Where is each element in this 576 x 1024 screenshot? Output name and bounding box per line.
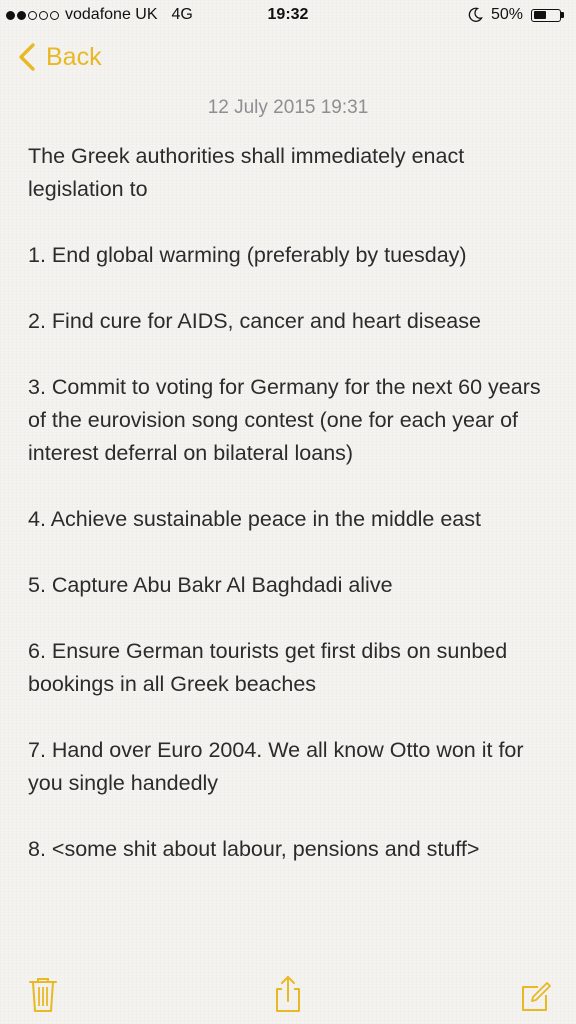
compose-icon	[518, 974, 552, 1014]
carrier-name: vodafone UK	[65, 6, 158, 23]
battery-body	[531, 9, 561, 22]
chevron-left-icon	[18, 42, 36, 72]
battery-icon	[531, 9, 564, 22]
back-button[interactable]	[18, 42, 102, 72]
share-button[interactable]	[271, 974, 305, 1014]
navigation-bar	[0, 36, 576, 86]
note-date: 12 July 2015 19:31	[207, 97, 369, 118]
compose-button[interactable]	[518, 974, 552, 1014]
share-icon	[271, 974, 305, 1014]
status-right	[467, 6, 564, 24]
status-time: 19:32	[267, 6, 309, 23]
bottom-toolbar	[0, 968, 576, 1024]
battery-fill	[534, 11, 547, 19]
status-bar	[0, 0, 576, 34]
battery-tip	[561, 12, 564, 18]
moon-icon	[467, 7, 483, 23]
note-body[interactable]: The Greek authorities shall immediately enact legislation to 1. End global warming (preferably by tuesday) 2. Find cure for AIDS, cancer and heart disease 3. Commit to voting for Germany for the next 60 years of the eurovision song contest (one for each year of interest deferral on bilateral loans) 4. Achieve sustainable peace in the middle east 5. Capture Abu Bakr Al Baghdadi alive 6. Ensure German tourists get first dibs on sunbed bookings in all Greek beaches 7. Hand over Euro 2004. We all know Otto won it for you single handedly 8. <some shit about labour, pensions and stuff>	[28, 144, 541, 861]
network-type: 4G	[171, 6, 193, 23]
back-button-label: Back	[46, 42, 102, 71]
trash-button[interactable]	[26, 974, 60, 1014]
battery-percent: 50%	[490, 6, 523, 23]
trash-icon	[26, 974, 60, 1014]
